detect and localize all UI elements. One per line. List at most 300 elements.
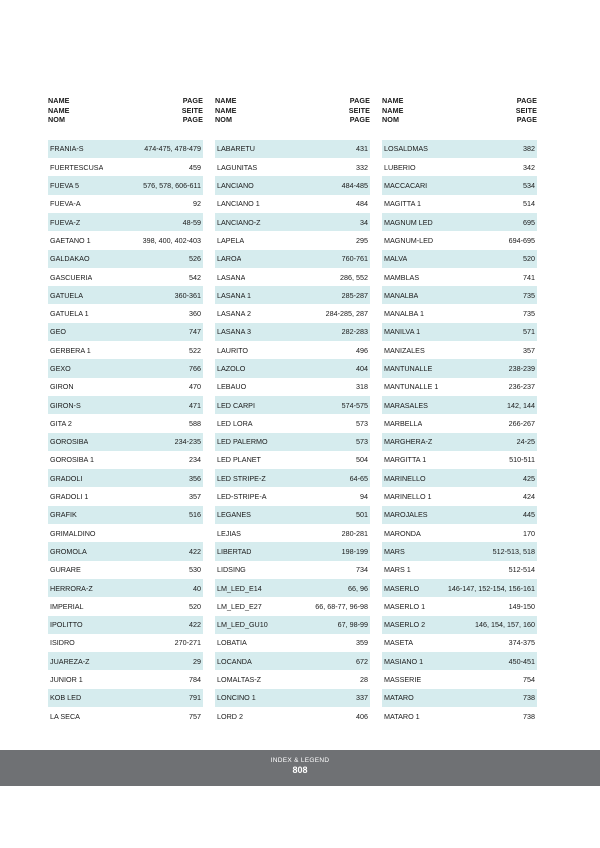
index-row xyxy=(48,433,203,451)
index-row xyxy=(48,414,203,432)
index-row xyxy=(215,579,370,597)
index-row xyxy=(215,231,370,249)
page-reference: 741 xyxy=(523,272,535,282)
index-row xyxy=(215,689,370,707)
product-name: LED CARPI xyxy=(217,400,255,410)
index-row xyxy=(48,396,203,414)
page-reference: 760-761 xyxy=(341,254,368,264)
index-row xyxy=(215,378,370,396)
page-reference: 754 xyxy=(523,675,535,685)
product-name: LOCANDA xyxy=(217,656,252,666)
page-header: PAGE SEITE PAGE xyxy=(515,96,537,125)
page-reference: 356 xyxy=(189,473,201,483)
product-name: LONCINO 1 xyxy=(217,693,256,703)
index-row xyxy=(48,140,203,158)
product-name: GRADOLI xyxy=(50,473,83,483)
page-reference: 149-150 xyxy=(508,601,535,611)
product-name: LOBATIA xyxy=(217,638,247,648)
index-row xyxy=(48,304,203,322)
page-reference: 142, 144 xyxy=(507,400,535,410)
index-row xyxy=(48,268,203,286)
product-name: MANTUNALLE 1 xyxy=(384,382,439,392)
page-reference: 520 xyxy=(523,254,535,264)
index-row xyxy=(382,707,537,725)
index-row xyxy=(48,195,203,213)
column-header xyxy=(48,96,203,125)
product-name: LM_LED_GU10 xyxy=(217,620,268,630)
page-reference: 425 xyxy=(523,473,535,483)
page-reference: 357 xyxy=(523,345,535,355)
index-row xyxy=(382,323,537,341)
name-header: NAME NAME NOM xyxy=(215,96,237,125)
product-name: MANILVA 1 xyxy=(384,327,421,337)
index-row xyxy=(382,396,537,414)
index-row xyxy=(215,359,370,377)
page-reference: 735 xyxy=(523,290,535,300)
index-row xyxy=(48,359,203,377)
page-footer xyxy=(0,750,600,786)
page-reference: 738 xyxy=(523,693,535,703)
index-row xyxy=(48,323,203,341)
product-name: LASANA 2 xyxy=(217,309,251,319)
product-name: GRAFIK xyxy=(50,510,77,520)
product-name: MATARO 1 xyxy=(384,711,420,721)
product-name: IMPERIAL xyxy=(50,601,84,611)
index-row xyxy=(382,542,537,560)
product-name: MAMBLAS xyxy=(384,272,420,282)
index-row xyxy=(382,561,537,579)
page-reference: 357 xyxy=(189,492,201,502)
index-row xyxy=(215,616,370,634)
index-row xyxy=(215,707,370,725)
index-row xyxy=(48,341,203,359)
index-row xyxy=(382,506,537,524)
index-row xyxy=(48,524,203,542)
index-column-1 xyxy=(48,96,203,725)
page-reference: 284-285, 287 xyxy=(325,309,368,319)
page-reference: 360-361 xyxy=(174,290,201,300)
index-row xyxy=(382,487,537,505)
page-reference: 571 xyxy=(523,327,535,337)
product-name: LANCIANO-Z xyxy=(217,217,261,227)
page-reference: 738 xyxy=(523,711,535,721)
page-reference: 238-239 xyxy=(508,363,535,373)
page-reference: 236-237 xyxy=(508,382,535,392)
page-reference: 285-287 xyxy=(341,290,368,300)
product-name: MASIANO 1 xyxy=(384,656,424,666)
index-row xyxy=(382,140,537,158)
product-name: MARASALES xyxy=(384,400,428,410)
index-row xyxy=(382,378,537,396)
product-name: LASANA 1 xyxy=(217,290,251,300)
product-name: LASANA xyxy=(217,272,246,282)
page-reference: 459 xyxy=(189,162,201,172)
product-name: LANCIANO xyxy=(217,181,254,191)
index-row xyxy=(215,250,370,268)
page-reference: 504 xyxy=(356,455,368,465)
product-name: LAGUNITAS xyxy=(217,162,258,172)
product-name: LAROA xyxy=(217,254,242,264)
page-reference: 516 xyxy=(189,510,201,520)
index-row xyxy=(48,250,203,268)
index-row xyxy=(48,487,203,505)
product-name: MACCACARI xyxy=(384,181,428,191)
index-row xyxy=(48,597,203,615)
product-name: MAGNUM-LED xyxy=(384,235,434,245)
product-name: LIDSING xyxy=(217,565,246,575)
index-row xyxy=(48,231,203,249)
index-row xyxy=(48,469,203,487)
column-header xyxy=(215,96,370,125)
product-name: LED-STRIPE-A xyxy=(217,492,267,502)
index-row xyxy=(382,231,537,249)
product-name: MASERLO xyxy=(384,583,420,593)
product-name: MANALBA xyxy=(384,290,419,300)
product-name: LM_LED_E27 xyxy=(217,601,262,611)
index-row xyxy=(382,670,537,688)
product-name: GALDAKAO xyxy=(50,254,90,264)
product-name: GIRON-S xyxy=(50,400,81,410)
index-row xyxy=(382,158,537,176)
page-reference: 342 xyxy=(523,162,535,172)
index-row xyxy=(48,286,203,304)
page-reference: 757 xyxy=(189,711,201,721)
product-name: JUAREZA-Z xyxy=(50,656,90,666)
index-row xyxy=(48,707,203,725)
index-row xyxy=(382,213,537,231)
index-row xyxy=(48,378,203,396)
index-row xyxy=(215,414,370,432)
index-row xyxy=(382,469,537,487)
page-reference: 359 xyxy=(356,638,368,648)
index-row xyxy=(215,561,370,579)
page-reference: 234 xyxy=(189,455,201,465)
page-reference: 576, 578, 606-611 xyxy=(143,181,201,191)
page-reference: 270-271 xyxy=(174,638,201,648)
page-reference: 67, 98-99 xyxy=(337,620,368,630)
index-row xyxy=(48,634,203,652)
page-reference: 398, 400, 402-403 xyxy=(142,235,201,245)
index-row xyxy=(382,414,537,432)
index-row xyxy=(48,670,203,688)
product-name: LED PALERMO xyxy=(217,437,268,447)
product-name: FUEVA 5 xyxy=(50,181,80,191)
index-row xyxy=(382,579,537,597)
index-row xyxy=(382,616,537,634)
product-name: LAPELA xyxy=(217,235,245,245)
index-rows xyxy=(382,140,537,726)
product-name: GRADOLI 1 xyxy=(50,492,89,502)
product-name: MARINELLO xyxy=(384,473,426,483)
product-name: LOSALDMAS xyxy=(384,144,428,154)
index-row xyxy=(215,469,370,487)
page-reference: 94 xyxy=(360,492,368,502)
product-name: GAETANO 1 xyxy=(50,235,91,245)
product-name: FUEVA-Z xyxy=(50,217,81,227)
product-name: MALVA xyxy=(384,254,408,264)
page-reference: 534 xyxy=(523,181,535,191)
page-reference: 766 xyxy=(189,363,201,373)
page-reference: 404 xyxy=(356,363,368,373)
index-column-3 xyxy=(382,96,537,725)
page-reference: 266-267 xyxy=(508,418,535,428)
page-reference: 574-575 xyxy=(341,400,368,410)
index-row xyxy=(382,451,537,469)
index-row xyxy=(215,158,370,176)
index-row xyxy=(215,213,370,231)
index-row xyxy=(382,341,537,359)
product-name: LUBERIO xyxy=(384,162,416,172)
page-reference: 332 xyxy=(356,162,368,172)
name-header: NAME NAME NOM xyxy=(48,96,70,125)
page-reference: 501 xyxy=(356,510,368,520)
page-reference: 66, 96 xyxy=(348,583,368,593)
product-name: FUERTESCUSA xyxy=(50,162,104,172)
page-reference: 234-235 xyxy=(174,437,201,447)
page-reference: 146, 154, 157, 160 xyxy=(475,620,535,630)
product-name: MASERLO 1 xyxy=(384,601,426,611)
product-name: LOMALTAS-Z xyxy=(217,675,262,685)
page-header: PAGE SEITE PAGE xyxy=(348,96,370,125)
page-reference: 48-59 xyxy=(182,217,201,227)
index-row xyxy=(215,341,370,359)
product-name: MAROJALES xyxy=(384,510,428,520)
product-name: GOROSIBA 1 xyxy=(50,455,94,465)
product-name: MANALBA 1 xyxy=(384,309,424,319)
column-header xyxy=(382,96,537,125)
product-name: LED LORA xyxy=(217,418,253,428)
product-name: LED PLANET xyxy=(217,455,261,465)
page-reference: 431 xyxy=(356,144,368,154)
index-row xyxy=(215,506,370,524)
page-reference: 522 xyxy=(189,345,201,355)
index-row xyxy=(382,286,537,304)
page-reference: 146-147, 152-154, 156-161 xyxy=(447,583,535,593)
page-reference: 40 xyxy=(193,583,201,593)
page-reference: 471 xyxy=(189,400,201,410)
index-row xyxy=(382,524,537,542)
index-row xyxy=(215,396,370,414)
page-reference: 573 xyxy=(356,437,368,447)
page-reference: 514 xyxy=(523,199,535,209)
product-name: LED STRIPE-Z xyxy=(217,473,266,483)
index-row xyxy=(48,213,203,231)
page-reference: 484 xyxy=(356,199,368,209)
page-reference: 450-451 xyxy=(508,656,535,666)
index-row xyxy=(48,451,203,469)
page-reference: 474-475, 478-479 xyxy=(144,144,201,154)
product-name: LM_LED_E14 xyxy=(217,583,262,593)
index-rows xyxy=(48,140,203,726)
page-reference: 360 xyxy=(189,309,201,319)
index-row xyxy=(215,140,370,158)
page-reference: 286, 552 xyxy=(340,272,368,282)
page-reference: 512-514 xyxy=(508,565,535,575)
product-name: MAGITTA 1 xyxy=(384,199,422,209)
product-name: MARS xyxy=(384,546,405,556)
page-reference: 496 xyxy=(356,345,368,355)
index-row xyxy=(382,597,537,615)
page-reference: 791 xyxy=(189,693,201,703)
index-row xyxy=(48,616,203,634)
index-row xyxy=(382,652,537,670)
product-name: MAGNUM LED xyxy=(384,217,433,227)
index-row xyxy=(382,304,537,322)
page-reference: 573 xyxy=(356,418,368,428)
page-reference: 542 xyxy=(189,272,201,282)
index-row xyxy=(215,597,370,615)
product-name: MARINELLO 1 xyxy=(384,492,432,502)
index-row xyxy=(48,561,203,579)
product-name: LORD 2 xyxy=(217,711,243,721)
product-name: MARBELLA xyxy=(384,418,423,428)
index-row xyxy=(215,176,370,194)
index-row xyxy=(48,506,203,524)
product-name: MANIZALES xyxy=(384,345,425,355)
product-name: LAURITO xyxy=(217,345,249,355)
page-reference: 282-283 xyxy=(341,327,368,337)
product-name: LIBERTAD xyxy=(217,546,252,556)
product-name: FUEVA-A xyxy=(50,199,81,209)
index-row xyxy=(382,359,537,377)
page-reference: 520 xyxy=(189,601,201,611)
index-row xyxy=(48,158,203,176)
name-header: NAME NAME NOM xyxy=(382,96,404,125)
index-column-2 xyxy=(215,96,370,725)
product-name: GIRON xyxy=(50,382,74,392)
page-reference: 280-281 xyxy=(341,528,368,538)
index-row xyxy=(48,652,203,670)
product-name: GASCUERIA xyxy=(50,272,93,282)
page-reference: 382 xyxy=(523,144,535,154)
page-reference: 510-511 xyxy=(509,455,535,465)
index-row xyxy=(48,579,203,597)
index-row xyxy=(215,286,370,304)
product-name: GATUELA 1 xyxy=(50,309,89,319)
page-reference: 424 xyxy=(523,492,535,502)
page-reference: 734 xyxy=(356,565,368,575)
index-row xyxy=(215,304,370,322)
index-row xyxy=(215,652,370,670)
page-reference: 672 xyxy=(356,656,368,666)
product-name: GATUELA xyxy=(50,290,84,300)
product-name: JUNIOR 1 xyxy=(50,675,83,685)
page-header: PAGE SEITE PAGE xyxy=(181,96,203,125)
index-row xyxy=(215,524,370,542)
product-name: MANTUNALLE xyxy=(384,363,433,373)
product-name: IPOLITTO xyxy=(50,620,83,630)
index-rows xyxy=(215,140,370,726)
product-name: LEJIAS xyxy=(217,528,241,538)
product-name: LANCIANO 1 xyxy=(217,199,260,209)
product-name: GROMOLA xyxy=(50,546,87,556)
page-reference: 374-375 xyxy=(508,638,535,648)
product-name: LASANA 3 xyxy=(217,327,251,337)
product-name: GERBERA 1 xyxy=(50,345,91,355)
index-row xyxy=(215,323,370,341)
page-reference: 318 xyxy=(356,382,368,392)
index-row xyxy=(215,451,370,469)
page-reference: 295 xyxy=(356,235,368,245)
product-name: HERRORA-Z xyxy=(50,583,93,593)
page-reference: 484-485 xyxy=(341,181,368,191)
product-name: MARGITTA 1 xyxy=(384,455,427,465)
page-reference: 747 xyxy=(189,327,201,337)
page-reference: 198-199 xyxy=(341,546,368,556)
product-name: MASERLO 2 xyxy=(384,620,426,630)
product-name: LABARETU xyxy=(217,144,255,154)
index-row xyxy=(382,433,537,451)
page-reference: 695 xyxy=(523,217,535,227)
index-row xyxy=(215,634,370,652)
product-name: LA SECA xyxy=(50,711,80,721)
index-row xyxy=(382,268,537,286)
product-name: GOROSIBA xyxy=(50,437,89,447)
page-reference: 694-695 xyxy=(508,235,535,245)
page-reference: 530 xyxy=(189,565,201,575)
product-name: LAZOLO xyxy=(217,363,246,373)
index-row xyxy=(215,268,370,286)
product-name: GEXO xyxy=(50,363,71,373)
footer-section-title: INDEX & LEGEND xyxy=(270,757,330,764)
product-name: MARGHERA-Z xyxy=(384,437,433,447)
product-name: GEO xyxy=(50,327,66,337)
product-name: ISIDRO xyxy=(50,638,75,648)
page-reference: 512-513, 518 xyxy=(492,546,535,556)
index-row xyxy=(382,176,537,194)
page-reference: 66, 68-77, 96-98 xyxy=(315,601,368,611)
page-reference: 170 xyxy=(523,528,535,538)
page-reference: 92 xyxy=(193,199,201,209)
index-row xyxy=(215,670,370,688)
product-name: MATARO xyxy=(384,693,414,703)
page-reference: 34 xyxy=(360,217,368,227)
product-name: MARS 1 xyxy=(384,565,411,575)
index-row xyxy=(382,250,537,268)
page-reference: 337 xyxy=(356,693,368,703)
page-reference: 29 xyxy=(193,656,201,666)
index-row xyxy=(215,487,370,505)
index-row xyxy=(215,195,370,213)
product-name: GITA 2 xyxy=(50,418,72,428)
page-reference: 422 xyxy=(189,546,201,556)
index-row xyxy=(215,542,370,560)
product-name: LEBAUO xyxy=(217,382,247,392)
index-row xyxy=(48,689,203,707)
index-row xyxy=(48,176,203,194)
page-reference: 588 xyxy=(189,418,201,428)
index-row xyxy=(48,542,203,560)
page-reference: 28 xyxy=(360,675,368,685)
product-name: MASSERIE xyxy=(384,675,422,685)
product-name: GURARE xyxy=(50,565,81,575)
product-name: LEGANES xyxy=(217,510,251,520)
product-name: GRIMALDINO xyxy=(50,528,96,538)
product-name: KOB LED xyxy=(50,693,82,703)
page-reference: 422 xyxy=(189,620,201,630)
page-reference: 784 xyxy=(189,675,201,685)
product-name: MARONDA xyxy=(384,528,421,538)
page-reference: 470 xyxy=(189,382,201,392)
index-row xyxy=(382,195,537,213)
page-reference: 735 xyxy=(523,309,535,319)
page-reference: 445 xyxy=(523,510,535,520)
page-reference: 64-65 xyxy=(349,473,368,483)
product-name: MASETA xyxy=(384,638,414,648)
footer-page-number: 808 xyxy=(292,765,308,775)
page-reference: 526 xyxy=(189,254,201,264)
page-reference: 406 xyxy=(356,711,368,721)
